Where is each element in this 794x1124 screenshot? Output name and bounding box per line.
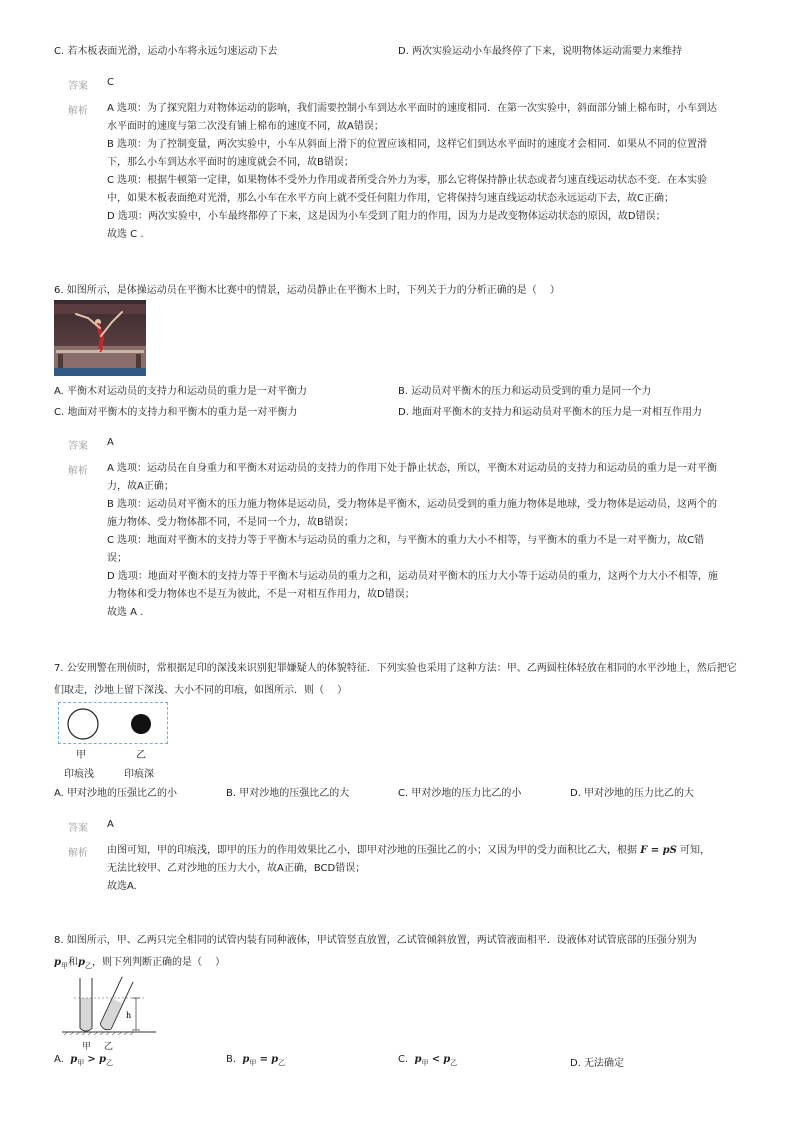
- q8-stem-tail: ，则下列判断正确的是（ ）: [92, 957, 226, 968]
- q7-option-d: D. 甲对沙地的压力比乙的大: [570, 788, 695, 799]
- q8-and: 和: [68, 957, 78, 968]
- q5-explain-d: D 选项：两次实验中，小车最终都停了下来，这是因为小车受到了阻力的作用，因为力是改变物体运动状态的原因，故D错误；: [107, 211, 666, 222]
- q8-figure-label-a: 甲: [82, 1042, 92, 1052]
- q6-stem: 6. 如图所示，是体操运动员在平衡木比赛中的情景，运动员静止在平衡木上时，下列关于力的分析正确的是（ ）: [54, 285, 560, 296]
- q5-explain-conclusion: 故选 C .: [107, 229, 144, 240]
- q7-option-c: C. 甲对沙地的压力比乙的小: [398, 788, 522, 799]
- q7-explanation: [107, 842, 719, 896]
- q7-option-a: A. 甲对沙地的压强比乙的小: [54, 788, 178, 799]
- q8-p-b: $p_乙$: [78, 957, 92, 970]
- q7-formula: F = pS: [640, 845, 677, 856]
- q6-answer: A: [107, 437, 114, 448]
- q5-explain-a: A 选项：为了探究阻力对物体运动的影响，我们需要控制小车到达水平面时的速度相同．在第一次实验中，斜面部分铺上棉布时，小车到达水平面时的速度与第二次没有铺上棉布的速度不同，故A错误；: [107, 103, 718, 132]
- q7-figure-label-b: 乙: [136, 750, 146, 761]
- q6-explain-a: A 选项：运动员在自身重力和平衡木对运动员的支持力的作用下处于静止状态，所以，平衡木对运动员的支持力和运动员的重力是一对平衡力，故A正确；: [107, 463, 718, 492]
- q6-option-a: A. 平衡木对运动员的支持力和运动员的重力是一对平衡力: [54, 386, 308, 397]
- q7-explain-conclusion: 故选A.: [107, 881, 137, 892]
- q7-answer: A: [107, 819, 114, 830]
- q7-figure-caption-a: 印痕浅: [64, 769, 94, 780]
- q7-explain-post: 可知，无法比较甲、乙对沙地的压力大小，故A正确，BCD错误；: [107, 845, 711, 874]
- q8-p-a: $p_甲$: [54, 957, 68, 970]
- q7-figure-label-a: 甲: [76, 750, 86, 761]
- q5-explain-label: 解析: [68, 106, 88, 117]
- q8-stem-line1: 8. 如图所示，甲、乙两只完全相同的试管内装有同种液体，甲试管竖直放置，乙试管倾斜放置，两试管液面相平．设液体对试管底部的压强分别为: [54, 935, 697, 946]
- q6-answer-label: 答案: [68, 441, 88, 452]
- q6-option-d: D. 地面对平衡木的支持力和运动员对平衡木的压力是一对相互作用力: [398, 407, 703, 418]
- q8-height-label: h: [126, 1011, 132, 1020]
- q7-stem: 7. 公安刑警在刑侦时，常根据足印的深浅来识别犯罪嫌疑人的体貌特征．下列实验也采用了这种方法：甲、乙两圆柱体轻放在相同的水平沙地上，然后把它们取走，沙地上留下深浅、大小不同的印痕，如图所示．则（ ）: [54, 663, 737, 696]
- q5-explanation: [107, 100, 719, 244]
- q7-explain-label: 解析: [68, 848, 88, 859]
- q6-explain-d: D 选项：地面对平衡木的支持力等于平衡木与运动员的重力之和，运动员对平衡木的压力大小等于运动员的重力，这两个力大小不相等，施力物体和受力物体也不是互为彼此，不是一对相互作用力，故D错误；: [107, 571, 718, 600]
- q5-option-c: C. 若木板表面光滑，运动小车将永远匀速运动下去: [54, 46, 278, 57]
- q7-print-a: [68, 709, 98, 739]
- q8-option-a: A. $p_甲 > p_乙$: [54, 1054, 113, 1067]
- q6-option-b: B. 运动员对平衡木的压力和运动员受到的重力是同一个力: [398, 386, 652, 397]
- q5-answer-label: 答案: [68, 81, 88, 92]
- q8-option-c: C. $p_甲 < p_乙$: [398, 1054, 458, 1067]
- q7-print-b: [131, 714, 151, 734]
- q5-option-d: D. 两次实验运动小车最终停了下来，说明物体运动需要力来维持: [398, 46, 683, 57]
- q8-option-b: B. $p_甲 = p_乙$: [226, 1054, 286, 1067]
- q6-explain-label: 解析: [68, 466, 88, 477]
- q7-figure-caption-b: 印痕深: [124, 769, 154, 780]
- q7-explain-main: [107, 842, 719, 878]
- q6-explain-conclusion: 故选 A .: [107, 607, 144, 618]
- q7-figure-frame: [58, 702, 168, 744]
- q5-explain-c: C 选项：根据牛顿第一定律，如果物体不受外力作用或者所受合外力为零，那么它将保持静止状态或者匀速直线运动状态不变．在本实验中，如果木板表面绝对光滑，那么小车在水平方向上就不受任何阻力作用，它将保持匀速直线运动状态永远运动下去，故C正确；: [107, 175, 708, 204]
- q8-test-tube-figure: [60, 974, 160, 1044]
- q5-answer: C: [107, 77, 114, 88]
- q6-option-c: C. 地面对平衡木的支持力和平衡木的重力是一对平衡力: [54, 407, 298, 418]
- q6-gymnast-photo: [54, 300, 146, 376]
- q7-explain-pre: 由图可知，甲的印痕浅，即甲的压力的作用效果比乙小，即甲对沙地的压强比乙的小；又因为甲的受力面积比乙大，根据: [107, 845, 637, 856]
- q8-figure-label-b: 乙: [104, 1042, 114, 1052]
- q5-explain-b: B 选项：为了控制变量，两次实验中，小车从斜面上滑下的位置应该相同，这样它们到达水平面时的速度才会相同．如果从不同的位置滑下，那么小车到达水平面时的速度就会不同，故B错误；: [107, 139, 708, 168]
- q8-stem: [54, 930, 744, 977]
- q6-explain-c: C 选项：地面对平衡木的支持力等于平衡木与运动员的重力之和，与平衡木的重力大小不相等，与平衡木的重力不是一对平衡力，故C错误；: [107, 535, 705, 564]
- q6-explain-b: B 选项：运动员对平衡木的压力施力物体是运动员，受力物体是平衡木，运动员受到的重力施力物体是地球，受力物体是运动员，这两个的施力物体、受力物体都不同，不是同一个力，故B错误；: [107, 499, 718, 528]
- q8-option-d: D. 无法确定: [570, 1058, 625, 1069]
- q6-explanation: [107, 460, 719, 622]
- q7-answer-label: 答案: [68, 823, 88, 834]
- q7-option-b: B. 甲对沙地的压强比乙的大: [226, 788, 350, 799]
